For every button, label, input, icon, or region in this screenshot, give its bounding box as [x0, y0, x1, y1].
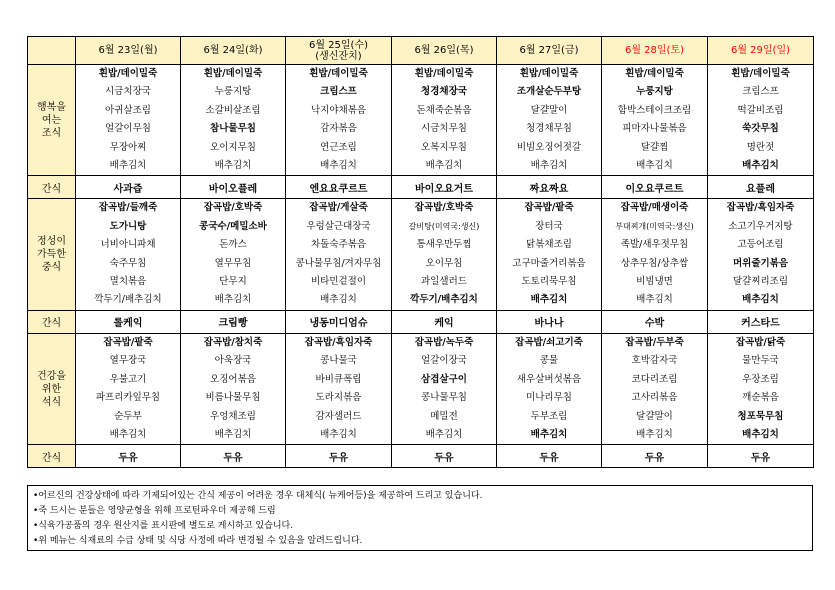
- lunch-cell-mon: 잡곡밥/들깨죽 도가니탕 너비아니파채 숙주무침 멸치볶음 깍두기/배추김치: [76, 199, 181, 310]
- breakfast-cell-sat: 흰밥/데이밀죽 누룽지탕 함박스테이크조림 피마자나물볶음 달걀찜 배추김치: [602, 65, 708, 176]
- breakfast-cell-fri: 흰밥/데이밀죽 조개살순두부탕 달걀말이 청경채무침 비빔오징어젓갈 배추김치: [497, 65, 602, 176]
- snack-1-tue: 바이오플레: [181, 176, 286, 199]
- dinner-cell-thu: 잡곡밥/녹두죽 얼갈이장국 삼겹살구이 콩나물무침 메밀전 배추김치: [392, 333, 497, 444]
- dinner-cell-mon: 잡곡밥/팥죽 열무장국 우불고기 파프리카잎무침 순두부 배추김치: [76, 333, 181, 444]
- dinner-label: 건강을 위한 석식: [28, 333, 76, 444]
- snack-label: 간식: [28, 176, 76, 199]
- lunch-cell-thu: 잡곡밥/호박죽 갈비탕(미역국:생신) 통새우만두찜 오이무침 과일샐러드 깍두기/배추김치: [392, 199, 497, 310]
- snack-row-2: [28, 310, 814, 333]
- snack-2-tue: 크림빵: [181, 310, 286, 333]
- snack-1-thu: 바이오요거트: [392, 176, 497, 199]
- snack-label: 간식: [28, 445, 76, 468]
- note-line: •식육가공품의 경우 원산지를 표시판에 별도로 게시하고 있습니다.: [33, 521, 294, 531]
- snack-2-thu: 케익: [392, 310, 497, 333]
- day-header-wed: 6월 25일(수) (생신잔치): [286, 37, 392, 65]
- breakfast-cell-mon: 흰밥/데이밀죽 시금치장국 아귀살조림 얼갈이무침 무장아찌 배추김치: [76, 65, 181, 176]
- note-line: •어르신의 건강상태에 따라 기제되어있는 간식 제공이 어려운 경우 대체식( 뉴케어등)을 제공하여 드리고 있습니다.: [33, 491, 483, 501]
- snack-2-sun: 커스타드: [708, 310, 814, 333]
- lunch-cell-sun: 잡곡밥/흑임자죽 소고기우거지탕 고등어조림 머위줄기볶음 달걀찌리조림 배추김치: [708, 199, 814, 310]
- snack-row-3: [28, 445, 814, 468]
- lunch-cell-wed: 잡곡밥/게살죽 우렁살근대장국 차돌숙주볶음 콩나물무침/겨자무침 비타민겉절이 배추김치: [286, 199, 392, 310]
- snack-2-mon: 롤케익: [76, 310, 181, 333]
- snack-3-fri: 두유: [497, 445, 602, 468]
- dinner-cell-wed: 잡곡밥/흑임자죽 콩나물국 바비큐폭립 도라지볶음 감자샐러드 배추김치: [286, 333, 392, 444]
- day-header-tue: 6월 24일(화): [181, 37, 286, 65]
- day-header-fri: 6월 27일(금): [497, 37, 602, 65]
- snack-1-wed: 엔요요쿠르트: [286, 176, 392, 199]
- lunch-cell-sat: 잡곡밥/매생이죽 부대찌개(미역국:생신) 족발/새우젓무침 상추무침/상추쌈 비빔냉면 배추김치: [602, 199, 708, 310]
- day-header-sat: 6월 28일(토): [602, 37, 708, 65]
- snack-3-wed: 두유: [286, 445, 392, 468]
- snack-1-sun: 요플레: [708, 176, 814, 199]
- note-line: •죽 드시는 분들은 영양균형을 위해 프로틴파우더 제공해 드림: [33, 506, 276, 516]
- corner-cell: [28, 37, 76, 65]
- snack-1-sat: 이오요쿠르트: [602, 176, 708, 199]
- lunch-label: 정성이 가득한 중식: [28, 199, 76, 310]
- lunch-row: [28, 199, 814, 310]
- lunch-cell-tue: 잡곡밥/호박죽 콩국수/메밀소바 돈까스 열무무침 단무지 배추김치: [181, 199, 286, 310]
- snack-3-thu: 두유: [392, 445, 497, 468]
- snack-label: 간식: [28, 310, 76, 333]
- dinner-cell-sat: 잡곡밥/두부죽 호박감자국 코다리조림 고사리볶음 달걀말이 배추김치: [602, 333, 708, 444]
- snack-2-wed: 냉동미디엄슈: [286, 310, 392, 333]
- day-header-row: [28, 37, 814, 65]
- snack-2-fri: 바나나: [497, 310, 602, 333]
- breakfast-cell-sun: 흰밥/데이밀죽 크림스프 떡갈비조림 쑥갓무침 명란젓 배추김치: [708, 65, 814, 176]
- weekly-menu-table: [27, 36, 814, 468]
- snack-3-tue: 두유: [181, 445, 286, 468]
- breakfast-row: [28, 65, 814, 176]
- snack-1-mon: 사과즙: [76, 176, 181, 199]
- notes-box: [27, 485, 813, 551]
- dinner-cell-tue: 잡곡밥/참치죽 아욱장국 오징어볶음 비름나물무침 우엉채조림 배추김치: [181, 333, 286, 444]
- day-header-sun: 6월 29일(일): [708, 37, 814, 65]
- snack-2-sat: 수박: [602, 310, 708, 333]
- snack-row-1: [28, 176, 814, 199]
- day-header-thu: 6월 26일(목): [392, 37, 497, 65]
- snack-1-fri: 짜요짜요: [497, 176, 602, 199]
- dinner-cell-fri: 잡곡밥/쇠고기죽 콩물 새우살버섯볶음 미나리무침 두부조림 배추김치: [497, 333, 602, 444]
- day-header-mon: 6월 23일(월): [76, 37, 181, 65]
- snack-3-mon: 두유: [76, 445, 181, 468]
- breakfast-cell-tue: 흰밥/데이밀죽 누룽지탕 소갈비살조림 참나물무침 오이지무침 배추김치: [181, 65, 286, 176]
- note-line: •위 메뉴는 식재료의 수급 상태 및 식당 사정에 따라 변경될 수 있음을 알려드립니다.: [33, 536, 363, 546]
- lunch-cell-fri: 잡곡밥/팥죽 장터국 닭볶채조림 고구마줄거리볶음 도토리묵무침 배추김치: [497, 199, 602, 310]
- snack-3-sun: 두유: [708, 445, 814, 468]
- snack-3-sat: 두유: [602, 445, 708, 468]
- dinner-cell-sun: 잡곡밥/닭죽 물만두국 우장조림 깨순볶음 청포묵무침 배추김치: [708, 333, 814, 444]
- breakfast-cell-wed: 흰밥/데이밀죽 크림스프 낙지야채볶음 감자볶음 연근조림 배추김치: [286, 65, 392, 176]
- breakfast-label: 행복을 여는 조식: [28, 65, 76, 176]
- breakfast-cell-thu: 흰밥/데이밀죽 청경채장국 돈채죽순볶음 시금치무침 오복지무침 배추김치: [392, 65, 497, 176]
- dinner-row: [28, 333, 814, 444]
